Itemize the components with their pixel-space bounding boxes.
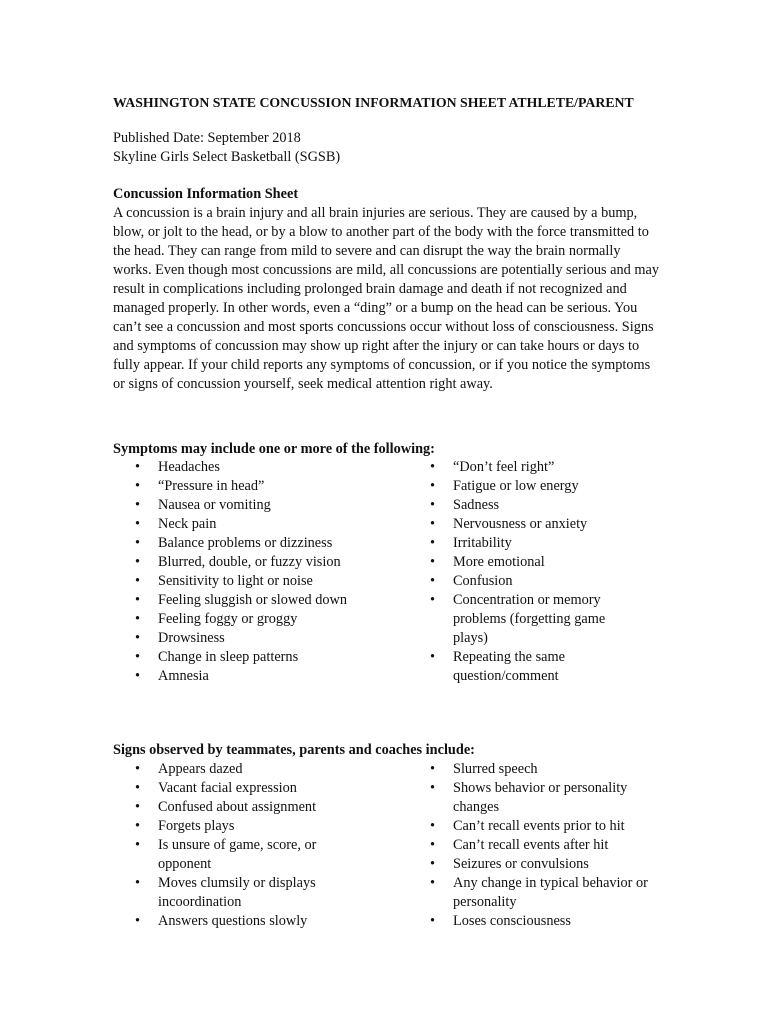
- list-item: • Can’t recall events after hit: [430, 836, 660, 855]
- intro-section: [113, 185, 661, 394]
- document-title: WASHINGTON STATE CONCUSSION INFORMATION SHEET ATHLETE/PARENT: [113, 95, 634, 110]
- list-item: • Repeating the same question/comment: [430, 648, 640, 686]
- list-item: • More emotional: [430, 553, 640, 572]
- signs-heading: Signs observed by teammates, parents and coaches include:: [113, 742, 475, 758]
- list-item: • Confused about assignment: [135, 798, 365, 817]
- organization-name: Skyline Girls Select Basketball (SGSB): [113, 149, 341, 165]
- list-item: • Feeling sluggish or slowed down: [135, 591, 385, 610]
- list-item: • Neck pain: [135, 515, 385, 534]
- list-item: • Concentration or memory problems (forgetting game plays): [430, 591, 640, 648]
- list-item: • Nausea or vomiting: [135, 496, 385, 515]
- list-item: • Irritability: [430, 534, 640, 553]
- list-item: • Confusion: [430, 572, 640, 591]
- list-item: • Fatigue or low energy: [430, 477, 640, 496]
- signs-list-left: [135, 760, 365, 931]
- list-item: • “Don’t feel right”: [430, 458, 640, 477]
- list-item: • Sadness: [430, 496, 640, 515]
- list-item: • Loses consciousness: [430, 912, 660, 931]
- list-item: • Balance problems or dizziness: [135, 534, 385, 553]
- list-item: • Appears dazed: [135, 760, 365, 779]
- symptoms-list-right: [430, 458, 640, 686]
- symptoms-list-left: [135, 458, 385, 686]
- list-item: • Nervousness or anxiety: [430, 515, 640, 534]
- list-item: • “Pressure in head”: [135, 477, 385, 496]
- list-item: • Change in sleep patterns: [135, 648, 385, 667]
- intro-paragraph: A concussion is a brain injury and all brain injuries are serious. They are caused by a bump, blow, or jolt to the head, or by a blow to another part of the body with the force transmitted to the head. They can range from mild to severe and can disrupt the way the brain normally works. Even though most concussions are mild, all concussions are potentially serious and may result in complications including prolonged brain damage and death if not recognized and managed properly. In other words, even a “ding” or a bump on the head can be serious. You can’t see a concussion and most sports concussions occur without loss of consciousness. Signs and symptoms of concussion may show up right after the injury or can take hours or days to fully appear. If your child reports any symptoms of concussion, or if you notice the symptoms or signs of concussion yourself, seek medical attention right away.: [113, 205, 659, 392]
- list-item: • Sensitivity to light or noise: [135, 572, 385, 591]
- list-item: • Can’t recall events prior to hit: [430, 817, 660, 836]
- list-item: • Any change in typical behavior or personality: [430, 874, 660, 912]
- list-item: • Headaches: [135, 458, 385, 477]
- list-item: • Amnesia: [135, 667, 385, 686]
- list-item: • Slurred speech: [430, 760, 660, 779]
- document-meta: [113, 129, 661, 167]
- list-item: • Feeling foggy or groggy: [135, 610, 385, 629]
- list-item: • Vacant facial expression: [135, 779, 365, 798]
- list-item: • Shows behavior or personality changes: [430, 779, 660, 817]
- list-item: • Moves clumsily or displays incoordination: [135, 874, 365, 912]
- intro-heading: Concussion Information Sheet: [113, 186, 299, 202]
- symptoms-heading: Symptoms may include one or more of the following:: [113, 441, 435, 457]
- list-item: • Is unsure of game, score, or opponent: [135, 836, 365, 874]
- signs-list-right: [430, 760, 660, 931]
- published-date: Published Date: September 2018: [113, 130, 301, 146]
- list-item: • Drowsiness: [135, 629, 385, 648]
- list-item: • Blurred, double, or fuzzy vision: [135, 553, 385, 572]
- list-item: • Answers questions slowly: [135, 912, 365, 931]
- list-item: • Seizures or convulsions: [430, 855, 660, 874]
- list-item: • Forgets plays: [135, 817, 365, 836]
